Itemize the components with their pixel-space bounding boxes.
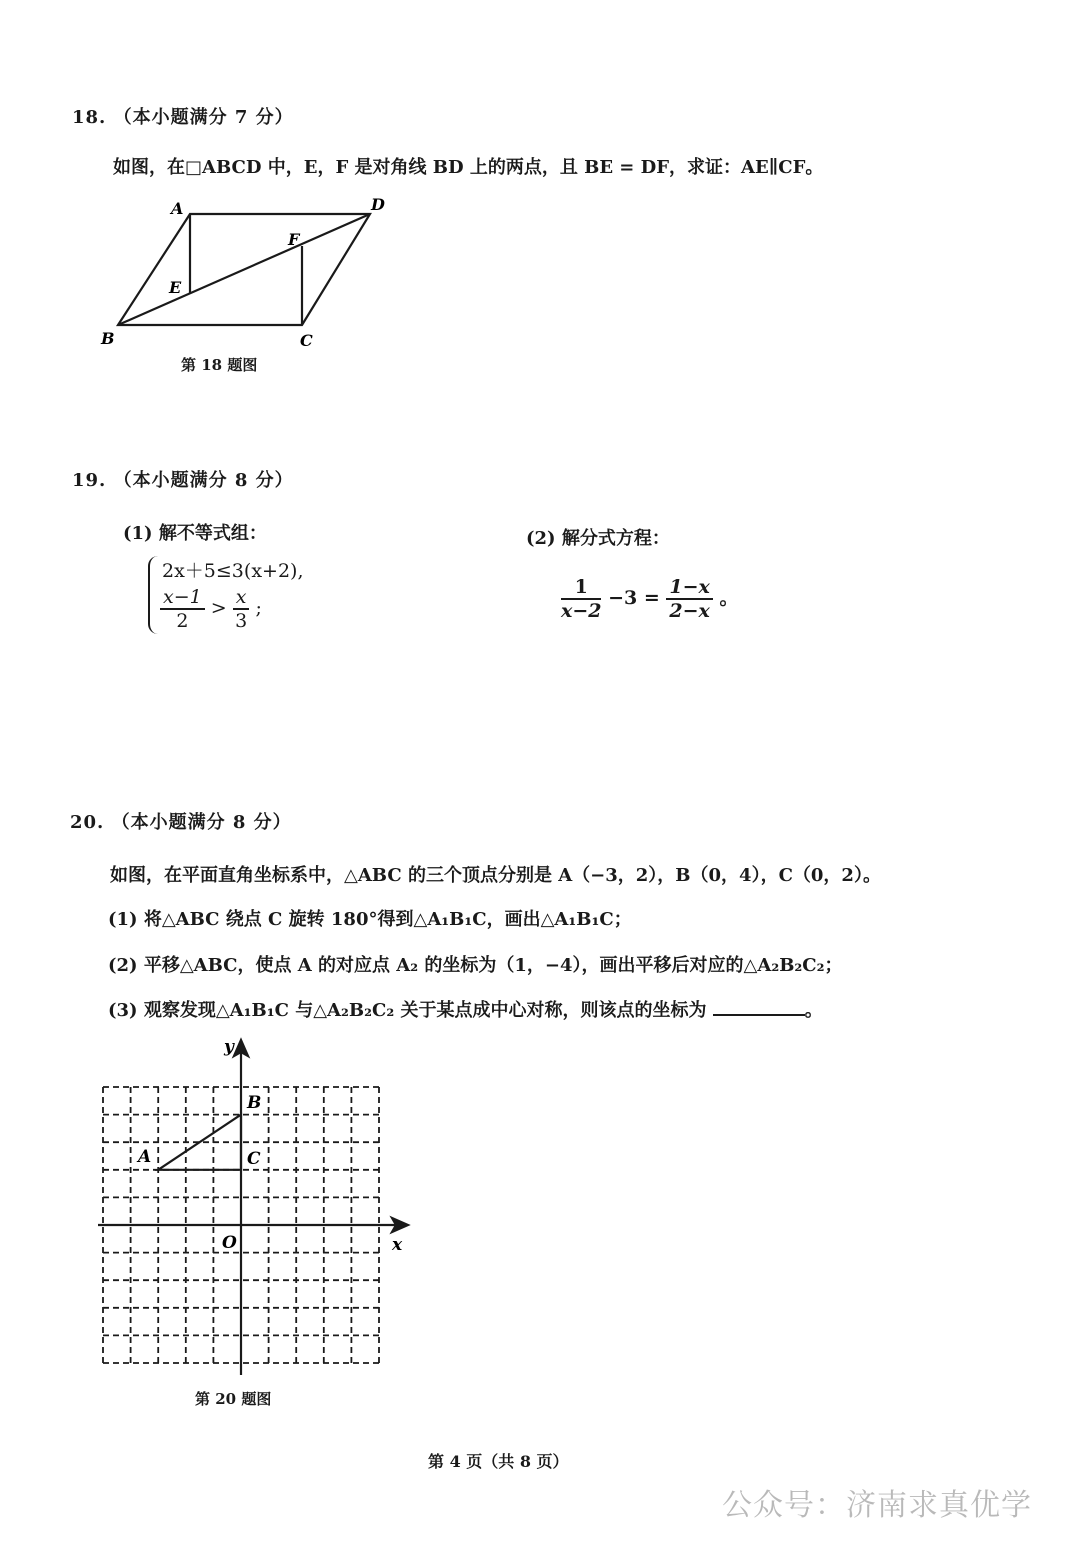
q19-header: 19. （本小题满分 8 分）	[72, 470, 294, 491]
q18-header: 18. （本小题满分 7 分）	[72, 107, 294, 128]
label-d: D	[371, 195, 385, 214]
label-b: B	[101, 329, 115, 348]
q19-part1-label: (1) 解不等式组：	[123, 523, 267, 544]
label-f: F	[288, 230, 300, 249]
answer-blank[interactable]	[713, 998, 805, 1016]
q20-part3-text: (3) 观察发现△A₁B₁C 与△A₂B₂C₂ 关于某点成中心对称，则该点的坐标为	[108, 1000, 707, 1021]
q20-part2: (2) 平移△ABC，使点 A 的对应点 A₂ 的坐标为（1，−4），画出平移后对应的△A₂B₂C₂；	[108, 955, 843, 976]
watermark: 公众号：济南求真优学	[722, 1488, 1032, 1523]
label-e: E	[169, 278, 182, 297]
q18-parallelogram-figure	[95, 192, 395, 352]
coordinate-grid-figure	[90, 1030, 420, 1380]
eq-right-num: 1−x	[666, 576, 712, 600]
fractional-equation	[561, 576, 739, 622]
inequality-brace	[148, 556, 160, 634]
q19-part2-label: (2) 解分式方程：	[526, 528, 670, 549]
eq-end: 。	[719, 587, 739, 609]
q18-statement: 如图，在□ABCD 中，E，F 是对角线 BD 上的两点，且 BE = DF，求证：AE∥CF。	[113, 157, 824, 178]
point-b-label: B	[247, 1093, 262, 1113]
q20-figure-caption: 第 20 题图	[195, 1390, 272, 1408]
point-c-label: C	[247, 1149, 261, 1169]
ineq2-left-fraction	[160, 586, 205, 632]
label-a: A	[171, 199, 184, 218]
q20-statement: 如图，在平面直角坐标系中，△ABC 的三个顶点分别是 A（−3，2），B（0，4），C（0，2）。	[110, 865, 881, 886]
ineq2-left-num: x−1	[160, 586, 205, 610]
x-axis-label: x	[392, 1235, 403, 1255]
eq-left-den: x−2	[561, 600, 602, 622]
origin-label: O	[222, 1233, 237, 1253]
y-axis-label: y	[224, 1037, 234, 1057]
point-a-label: A	[138, 1147, 152, 1167]
ineq2-gt: >	[210, 597, 227, 619]
eq-mid: −3 =	[608, 587, 660, 609]
q20-part1: (1) 将△ABC 绕点 C 旋转 180°得到△A₁B₁C，画出△A₁B₁C；	[108, 909, 632, 930]
q20-part3	[108, 996, 823, 1022]
diagonal-bd	[118, 214, 370, 325]
inequality-1: 2x＋5≤3(x+2),	[162, 560, 304, 582]
q20-header: 20. （本小题满分 8 分）	[70, 812, 292, 833]
label-c: C	[300, 331, 313, 350]
ineq2-right-den: 3	[235, 610, 248, 632]
eq-left-num: 1	[561, 576, 601, 600]
ineq2-right-fraction	[233, 586, 250, 632]
ineq2-left-den: 2	[176, 610, 189, 632]
page-footer: 第 4 页（共 8 页）	[428, 1452, 569, 1471]
ineq2-end: ;	[255, 597, 262, 619]
inequality-2	[160, 586, 262, 632]
q18-figure-caption: 第 18 题图	[181, 356, 258, 374]
eq-right-fraction	[666, 576, 712, 622]
eq-right-den: 2−x	[669, 600, 710, 622]
eq-left-fraction	[561, 576, 601, 622]
q20-part3-end: 。	[804, 1000, 823, 1021]
ineq2-right-num: x	[233, 586, 250, 610]
